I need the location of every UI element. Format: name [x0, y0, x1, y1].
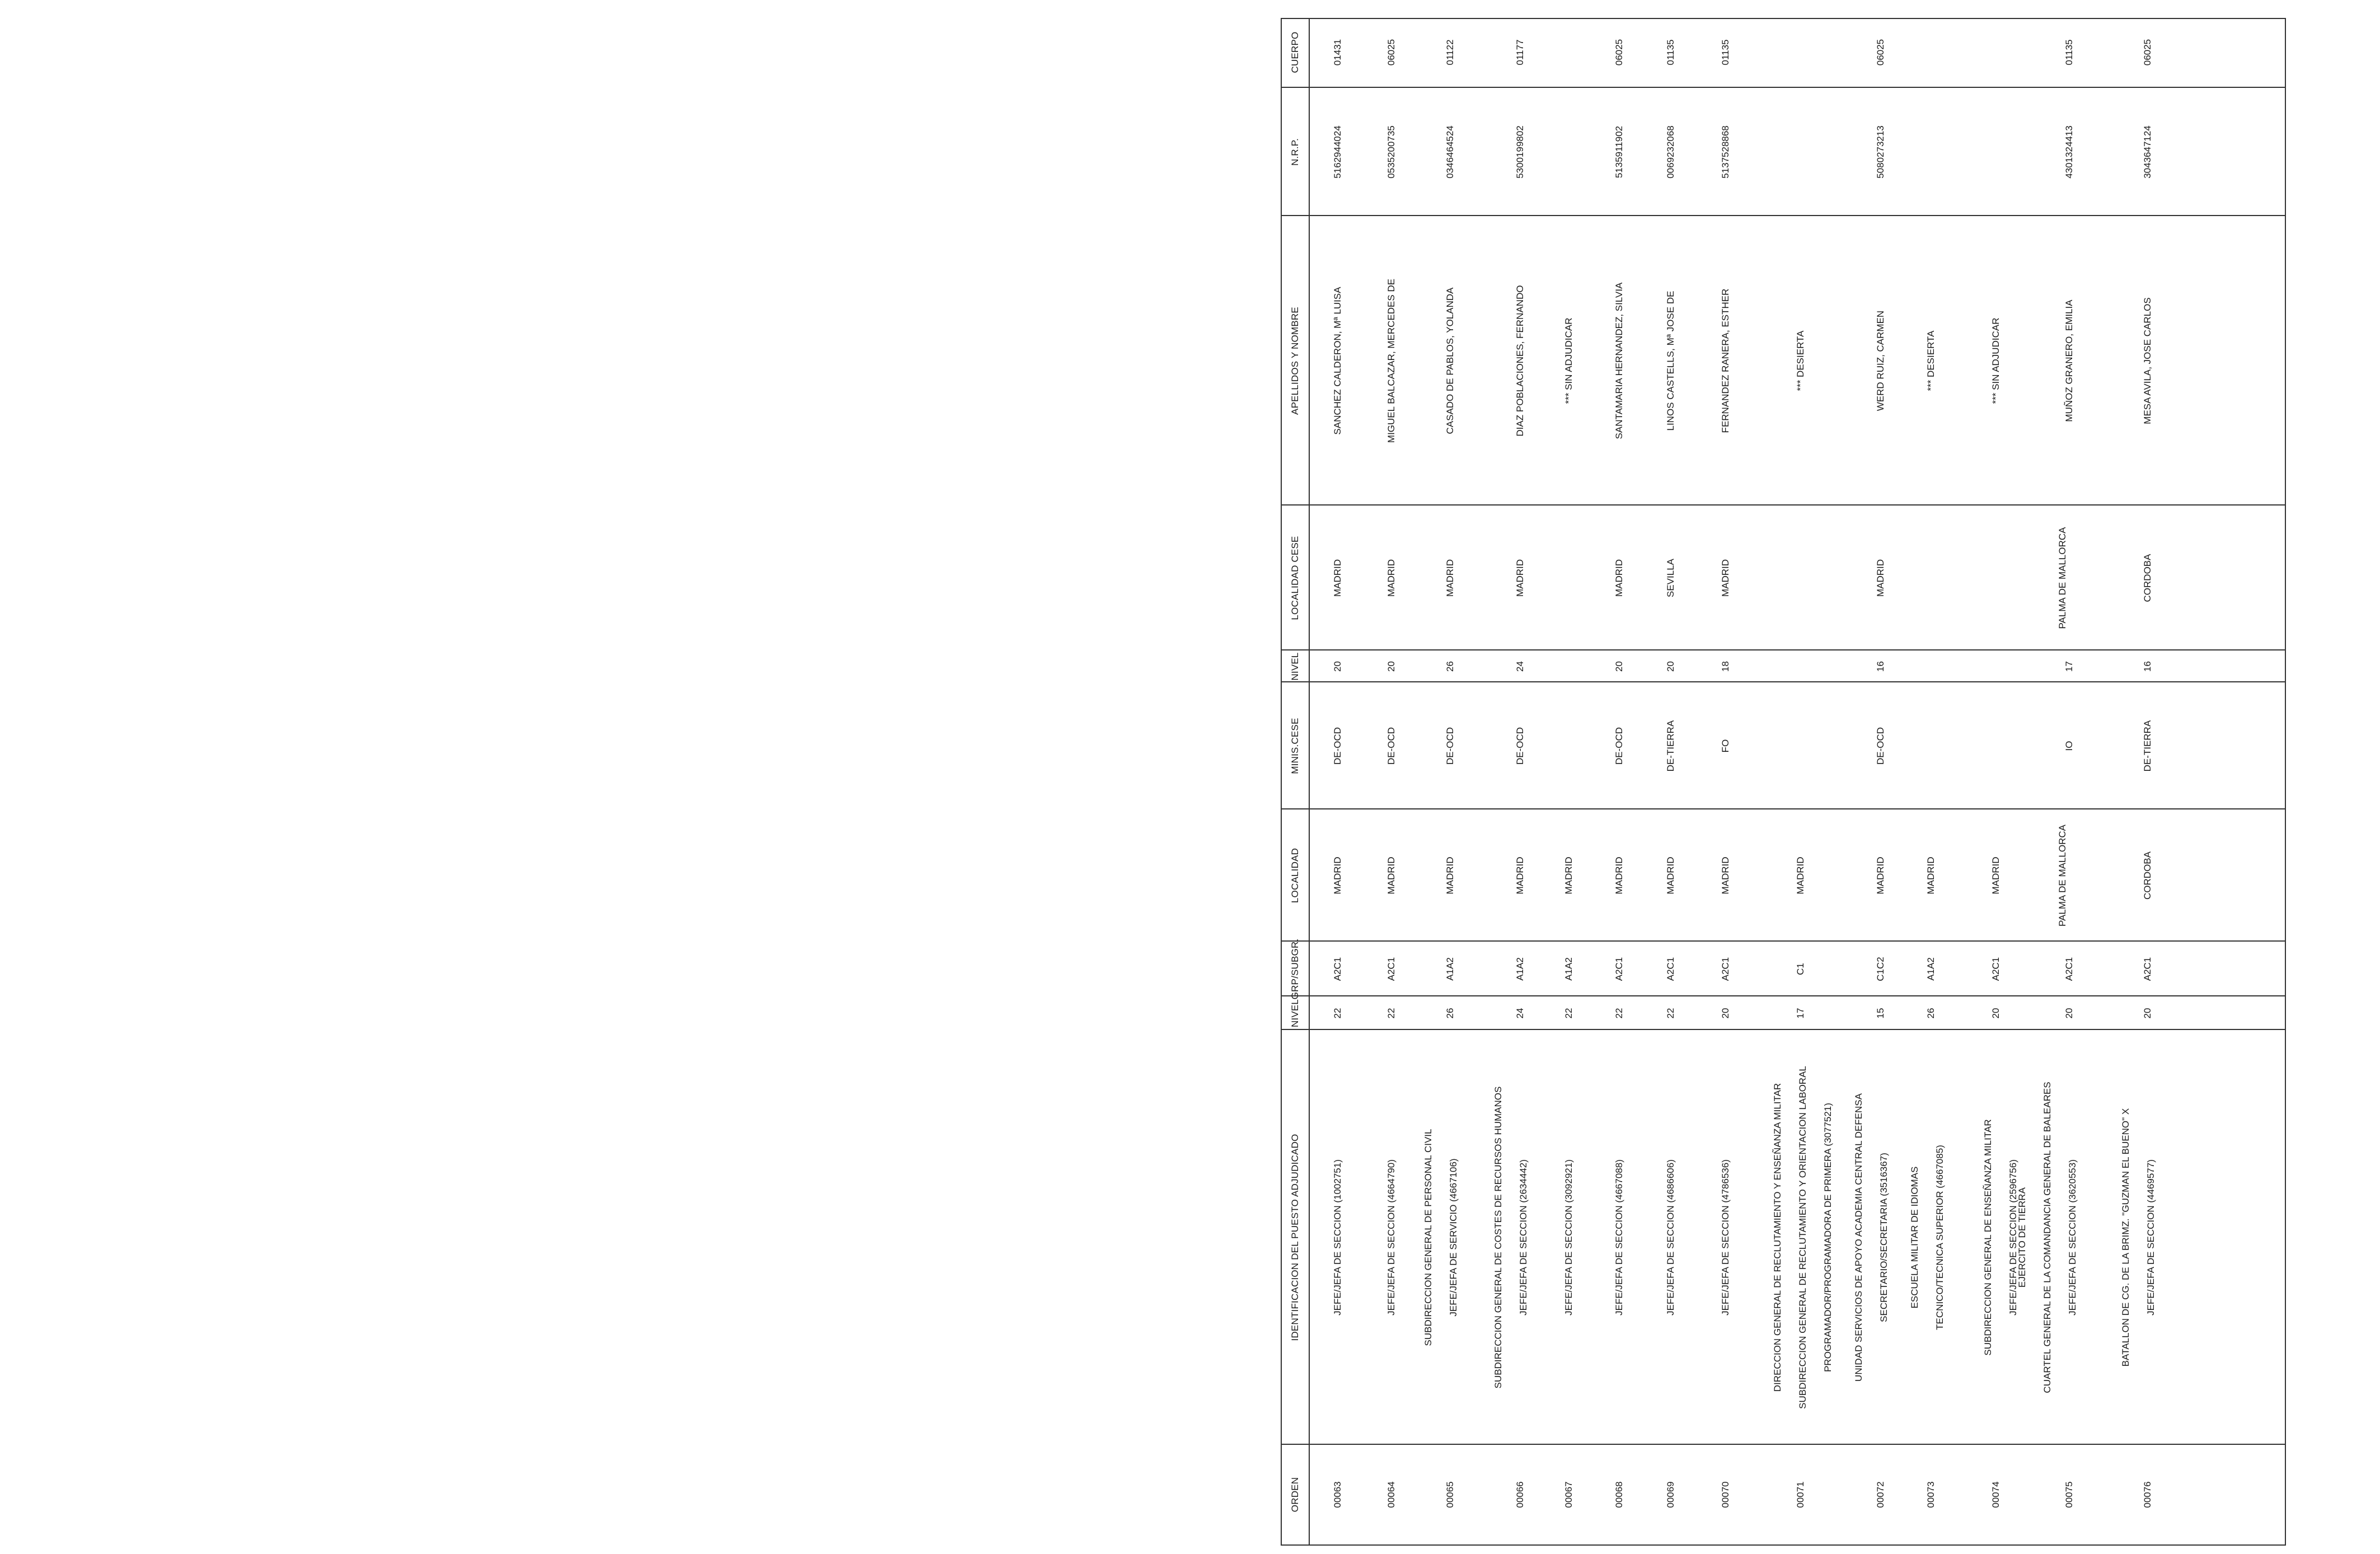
cell-localidad: MADRID [1614, 856, 1624, 895]
ident-line: SUBDIRECCION GENERAL DE RECLUTAMIENTO Y ORIENTACION LABORAL [1797, 1066, 1808, 1409]
cell-nrp: 4301324413 [2064, 125, 2074, 179]
cell-nivel-cese [1543, 650, 1595, 682]
cell-nivel-cese [1754, 650, 1847, 682]
cell-orden: 00075 [2064, 1481, 2074, 1508]
cell-minis [1543, 682, 1595, 809]
cell-nivel: 20 [1720, 1008, 1731, 1019]
cell-cuerpo: 01177 [1515, 39, 1525, 65]
cell-nombre: DIAZ POBLACIONES, FERNANDO [1515, 285, 1525, 437]
ident-line: EJERCITO DE TIERRA [2017, 1187, 2027, 1288]
cell-loc-cese: MADRID [1386, 559, 1397, 597]
cell-cuerpo: 06025 [1875, 39, 1886, 66]
cell-grp: A2C1 [1332, 957, 1343, 981]
ident-line: UNIDAD SERVICIOS DE APOYO ACADEMIA CENTRAL DEFENSA [1853, 1093, 1864, 1382]
cell-orden: 00076 [2142, 1481, 2153, 1508]
table-row [1595, 19, 1643, 1544]
table-row [1847, 19, 1903, 1544]
cell-cuerpo [1543, 17, 1595, 88]
cell-minis: DE-OCD [1445, 727, 1455, 765]
cell-minis: DE-OCD [1386, 727, 1397, 765]
cell-nombre: CASADO DE PABLOS, YOLANDA [1445, 287, 1455, 434]
ident-line: DIRECCION GENERAL DE RECLUTAMIENTO Y ENSEÑANZA MILITAR [1772, 1083, 1783, 1392]
cell-nrp [1754, 88, 1847, 216]
cell-orden: 00063 [1332, 1481, 1343, 1508]
header-localidad-cese: LOCALIDAD CESE [1290, 536, 1300, 620]
cell-nivel: 22 [1386, 1008, 1397, 1019]
ident-line: SUBDIRECCION GENERAL DE ENSEÑANZA MILITAR [1983, 1119, 1993, 1356]
cell-orden: 00069 [1665, 1481, 1676, 1508]
cell-grp: A1A2 [1515, 957, 1525, 981]
ident-line: ESCUELA MILITAR DE IDIOMAS [1909, 1166, 1920, 1309]
cell-nrp: 0535200735 [1386, 125, 1397, 179]
ident-line: JEFE/JEFA DE SECCION (4667088) [1614, 1159, 1624, 1316]
cell-nombre: FERNANDEZ RANERA, ESTHER [1720, 288, 1731, 433]
cell-grp: A1A2 [1445, 957, 1455, 981]
ident-line: SUBDIRECCION GENERAL DE COSTES DE RECURSOS HUMANOS [1493, 1086, 1503, 1389]
cell-nivel-cese: 17 [2064, 661, 2074, 672]
cell-ident [1847, 1030, 1903, 1445]
ident-line: JEFE/JEFA DE SERVICIO (4667106) [1448, 1158, 1459, 1317]
cell-nombre: SANCHEZ CALDERON, Mª LUISA [1332, 287, 1343, 435]
cell-localidad: MADRID [1386, 856, 1397, 895]
cell-ident [1543, 1030, 1595, 1445]
adjudication-table [1281, 18, 2286, 1546]
cell-orden: 00065 [1445, 1481, 1455, 1508]
cell-nrp [1959, 88, 2032, 216]
cell-nivel: 22 [1665, 1008, 1676, 1019]
header-localidad: LOCALIDAD [1290, 848, 1300, 904]
cell-grp: A2C1 [1614, 957, 1624, 981]
table-row [1903, 19, 1959, 1544]
cell-nrp: 5300199802 [1515, 125, 1525, 179]
ident-line: JEFE/JEFA DE SECCION (4469577) [2145, 1159, 2156, 1316]
cell-cuerpo: 01135 [1665, 39, 1676, 65]
cell-cuerpo: 06025 [1614, 39, 1624, 66]
cell-minis: DE-TIERRA [1665, 720, 1676, 772]
cell-grp: A2C1 [1720, 957, 1731, 981]
cell-localidad: MADRID [1563, 856, 1574, 895]
cell-nrp: 5162944024 [1332, 125, 1343, 179]
cell-grp: C1 [1795, 963, 1806, 975]
cell-grp: C1C2 [1875, 957, 1886, 981]
cell-nombre: *** SIN ADJUDICAR [1563, 317, 1574, 404]
cell-ident [1754, 1030, 1847, 1445]
cell-grp: A1A2 [1563, 957, 1574, 981]
cell-nrp: 5135911902 [1614, 125, 1624, 179]
cell-nivel: 20 [1990, 1008, 2001, 1019]
cell-nivel-cese: 20 [1386, 661, 1397, 672]
cell-localidad: CORDOBA [2142, 851, 2153, 900]
cell-nivel: 15 [1875, 1008, 1886, 1019]
cell-grp: A2C1 [2142, 957, 2153, 981]
table-row [1643, 19, 1698, 1544]
cell-orden: 00070 [1720, 1481, 1731, 1508]
table-row [1367, 19, 1416, 1544]
cell-localidad: MADRID [1720, 856, 1731, 895]
cell-ident [1643, 1030, 1698, 1445]
cell-ident [1903, 1030, 1959, 1445]
cell-minis: IO [2064, 741, 2074, 751]
cell-nivel: 24 [1515, 1008, 1525, 1019]
ident-line: JEFE/JEFA DE SECCION (3092921) [1563, 1159, 1574, 1316]
cell-ident [2017, 1030, 2092, 1445]
cell-nivel: 20 [2142, 1008, 2153, 1019]
cell-localidad: MADRID [1875, 856, 1886, 895]
cell-localidad: MADRID [1925, 856, 1936, 895]
ident-line: JEFE/JEFA DE SECCION (4686606) [1665, 1159, 1676, 1316]
cell-nombre: SANTAMARIA HERNANDEZ, SILVIA [1614, 282, 1624, 439]
cell-nivel-cese: 20 [1332, 661, 1343, 672]
cell-nivel-cese: 26 [1445, 661, 1455, 672]
table-row [2092, 19, 2170, 1544]
header-nivel-cese: NIVEL [1290, 652, 1300, 681]
cell-loc-cese: PALMA DE MALLORCA [2057, 527, 2068, 629]
table-row [1309, 19, 1367, 1544]
cell-minis: DE-TIERRA [2142, 720, 2153, 772]
cell-loc-cese: CORDOBA [2142, 554, 2153, 602]
cell-nrp [1543, 88, 1595, 216]
cell-cuerpo [1959, 17, 2032, 88]
header-minis-cese: MINIS.CESE [1290, 718, 1300, 774]
cell-nombre: MIGUEL BALCAZAR, MERCEDES DE [1386, 278, 1397, 443]
cell-minis: FO [1720, 739, 1731, 753]
ident-line: CUARTEL GENERAL DE LA COMANDANCIA GENERAL DE BALEARES [2042, 1082, 2053, 1393]
cell-nivel: 22 [1332, 1008, 1343, 1019]
cell-nivel-cese: 18 [1720, 661, 1731, 672]
table-row [1473, 19, 1543, 1544]
cell-localidad: MADRID [1665, 856, 1676, 895]
cell-ident [1595, 1030, 1643, 1445]
cell-minis: DE-OCD [1875, 727, 1886, 765]
ident-line: JEFE/JEFA DE SECCION (2634442) [1518, 1159, 1529, 1316]
cell-loc-cese: MADRID [1614, 559, 1624, 597]
cell-minis: DE-OCD [1515, 727, 1525, 765]
cell-loc-cese: SEVILLA [1665, 559, 1676, 597]
table-row [1698, 19, 1754, 1544]
cell-grp: A1A2 [1925, 957, 1936, 981]
table-row [1543, 19, 1595, 1544]
header-orden: ORDEN [1290, 1477, 1300, 1513]
cell-localidad: MADRID [1332, 856, 1343, 895]
cell-nivel-cese: 16 [2142, 661, 2153, 672]
ident-line: SUBDIRECCION GENERAL DE PERSONAL CIVIL [1423, 1129, 1433, 1346]
cell-nrp: 3043647124 [2142, 125, 2153, 179]
cell-nrp: 0346464524 [1445, 125, 1455, 179]
ident-line: JEFE/JEFA DE SECCION (3620553) [2067, 1159, 2078, 1316]
cell-minis [1903, 682, 1959, 809]
cell-loc-cese: MADRID [1445, 559, 1455, 597]
ident-line: JEFE/JEFA DE SECCION (4786536) [1720, 1159, 1731, 1316]
cell-orden: 00074 [1990, 1481, 2001, 1508]
cell-minis: DE-OCD [1332, 727, 1343, 765]
cell-nivel: 26 [1445, 1008, 1455, 1019]
cell-nombre: MESA AVILA, JOSE CARLOS [2142, 297, 2153, 424]
cell-localidad: MADRID [1445, 856, 1455, 895]
header-nivel: NIVEL [1290, 999, 1300, 1028]
cell-nivel-cese: 20 [1614, 661, 1624, 672]
cell-ident [1416, 1030, 1473, 1445]
cell-nivel: 22 [1563, 1008, 1574, 1019]
ident-line: SECRETARIO/SECRETARIA (3516367) [1878, 1153, 1889, 1322]
cell-cuerpo: 01135 [2064, 39, 2074, 65]
cell-nivel: 22 [1614, 1008, 1624, 1019]
ident-line: JEFE/JEFA DE SECCION (2596756) [2008, 1159, 2018, 1316]
cell-cuerpo [1754, 17, 1847, 88]
cell-cuerpo: 06025 [2142, 39, 2153, 66]
cell-loc-cese [1543, 505, 1595, 650]
ident-line: TECNICO/TECNICA SUPERIOR (4667085) [1934, 1145, 1945, 1330]
ident-line: PROGRAMADOR/PROGRAMADORA DE PRIMERA (3077521) [1823, 1103, 1833, 1372]
ident-line: JEFE/JEFA DE SECCION (4664790) [1386, 1159, 1397, 1316]
cell-loc-cese [1903, 505, 1959, 650]
cell-grp: A2C1 [1386, 957, 1397, 981]
cell-ident [1698, 1030, 1754, 1445]
cell-nrp: 5080273213 [1875, 125, 1886, 179]
cell-loc-cese [1959, 505, 2032, 650]
cell-orden: 00071 [1795, 1481, 1806, 1508]
cell-nombre: MUÑOZ GRANERO, EMILIA [2064, 299, 2074, 422]
cell-cuerpo: 06025 [1386, 39, 1397, 66]
cell-nivel-cese: 24 [1515, 661, 1525, 672]
ident-line: BATALLON DE CG. DE LA BRIMZ. "GUZMAN EL BUENO" X [2120, 1108, 2131, 1367]
cell-minis: DE-OCD [1614, 727, 1624, 765]
cell-nombre: WERD RUIZ, CARMEN [1875, 310, 1886, 411]
cell-cuerpo [1903, 17, 1959, 88]
table-row [1754, 19, 1847, 1544]
cell-ident [1473, 1030, 1543, 1445]
table-row [1416, 19, 1473, 1544]
header-identificacion: IDENTIFICACION DEL PUESTO ADJUDICADO [1290, 1134, 1300, 1341]
cell-minis [1959, 682, 2032, 809]
cell-grp: A2C1 [1665, 957, 1676, 981]
cell-ident [1367, 1030, 1416, 1445]
cell-orden: 00068 [1614, 1481, 1624, 1508]
cell-orden: 00073 [1925, 1481, 1936, 1508]
cell-loc-cese: MADRID [1720, 559, 1731, 597]
cell-nombre: *** DESIERTA [1925, 330, 1936, 391]
cell-localidad: MADRID [1990, 856, 2001, 895]
header-apellidos-nombre: APELLIDOS Y NOMBRE [1290, 307, 1300, 415]
cell-nivel-cese [1903, 650, 1959, 682]
cell-nivel-cese [1959, 650, 2032, 682]
header-grp-subgr: GRP/SUBGR. [1290, 938, 1300, 1000]
cell-localidad: MADRID [1795, 856, 1806, 895]
cell-grp: A2C1 [2064, 957, 2074, 981]
cell-nivel: 26 [1925, 1008, 1936, 1019]
cell-cuerpo: 01122 [1445, 39, 1455, 65]
cell-nivel: 17 [1795, 1008, 1806, 1019]
cell-cuerpo: 01431 [1332, 39, 1343, 66]
ident-line: JEFE/JEFA DE SECCION (1002751) [1332, 1159, 1343, 1316]
cell-ident [2092, 1030, 2170, 1445]
cell-loc-cese [1754, 505, 1847, 650]
cell-nivel: 20 [2064, 1008, 2074, 1019]
cell-grp: A2C1 [1990, 957, 2001, 981]
cell-localidad: MADRID [1515, 856, 1525, 895]
header-cuerpo: CUERPO [1290, 31, 1300, 73]
rotated-table-layer [1190, 0, 2380, 1554]
cell-loc-cese: MADRID [1332, 559, 1343, 597]
cell-orden: 00064 [1386, 1481, 1397, 1508]
cell-orden: 00072 [1875, 1481, 1886, 1508]
cell-ident [1309, 1030, 1367, 1445]
cell-cuerpo: 01135 [1720, 39, 1731, 65]
cell-orden: 00066 [1515, 1481, 1525, 1508]
cell-nrp: 0069232068 [1665, 125, 1676, 179]
table-row [1959, 19, 2032, 1544]
cell-nrp: 5137528868 [1720, 125, 1731, 179]
cell-loc-cese: MADRID [1515, 559, 1525, 597]
cell-nombre: *** DESIERTA [1795, 330, 1806, 391]
cell-orden: 00067 [1563, 1481, 1574, 1508]
table-row [2017, 19, 2092, 1544]
cell-loc-cese: MADRID [1875, 559, 1886, 597]
cell-minis [1754, 682, 1847, 809]
cell-nombre: LINOS CASTELLS, Mª JOSE DE [1665, 291, 1676, 431]
cell-nombre: *** SIN ADJUDICAR [1990, 317, 2001, 404]
cell-nivel-cese: 16 [1875, 661, 1886, 672]
header-nrp: N.R.P. [1290, 138, 1300, 166]
cell-localidad: PALMA DE MALLORCA [2057, 824, 2068, 927]
cell-nrp [1903, 88, 1959, 216]
cell-nivel-cese: 20 [1665, 661, 1676, 672]
